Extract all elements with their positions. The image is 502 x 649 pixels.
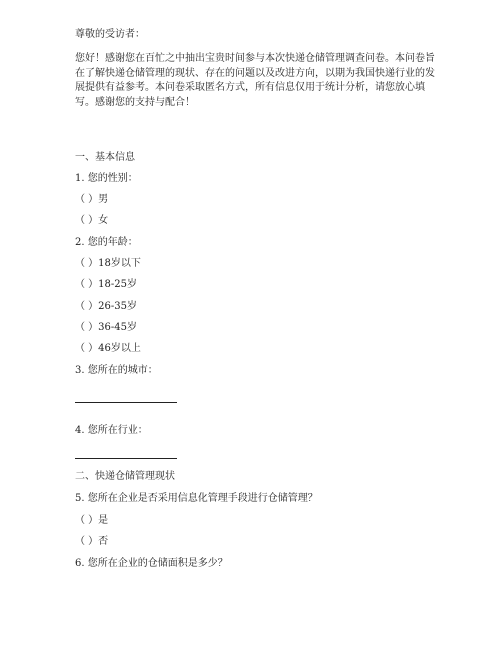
option-male[interactable]: （ ）男 bbox=[75, 194, 109, 205]
option-age-18-25[interactable]: （ ）18-25岁 bbox=[75, 279, 138, 290]
question-3: 3. 您所在的城市： bbox=[75, 365, 158, 376]
question-6: 6. 您所在企业的仓储面积是多少？ bbox=[75, 558, 228, 569]
intro-paragraph: 您好！感谢您在百忙之中抽出宝贵时间参与本次快递仓储管理调查问卷。本问卷旨在了解快递仓储管理的现状、存在的问题以及改进方向，以期为我国快递行业的发展提供有益参考。本问卷采取匿名方式，所有信息仅用于统计分析，请您放心填写。感谢您的支持与配合！ bbox=[75, 53, 435, 108]
option-yes[interactable]: （ ）是 bbox=[75, 515, 109, 526]
greeting: 尊敬的受访者： bbox=[75, 29, 145, 40]
question-5: 5. 您所在企业是否采用信息化管理手段进行仓储管理？ bbox=[75, 493, 318, 504]
section-1-title: 一、基本信息 bbox=[75, 152, 135, 163]
question-2: 2. 您的年龄： bbox=[75, 237, 138, 248]
option-female[interactable]: （ ）女 bbox=[75, 215, 109, 226]
option-age-under-18[interactable]: （ ）18岁以下 bbox=[75, 258, 141, 269]
section-2-title: 二、快递仓储管理现状 bbox=[75, 471, 175, 482]
option-age-26-35[interactable]: （ ）26-35岁 bbox=[75, 301, 138, 312]
city-blank-line[interactable] bbox=[75, 402, 177, 403]
question-1: 1. 您的性别： bbox=[75, 173, 138, 184]
option-no[interactable]: （ ）否 bbox=[75, 536, 109, 547]
option-age-36-45[interactable]: （ ）36-45岁 bbox=[75, 322, 138, 333]
industry-blank-line[interactable] bbox=[75, 458, 177, 459]
option-age-46-plus[interactable]: （ ）46岁以上 bbox=[75, 343, 141, 354]
question-4: 4. 您所在行业： bbox=[75, 425, 148, 436]
